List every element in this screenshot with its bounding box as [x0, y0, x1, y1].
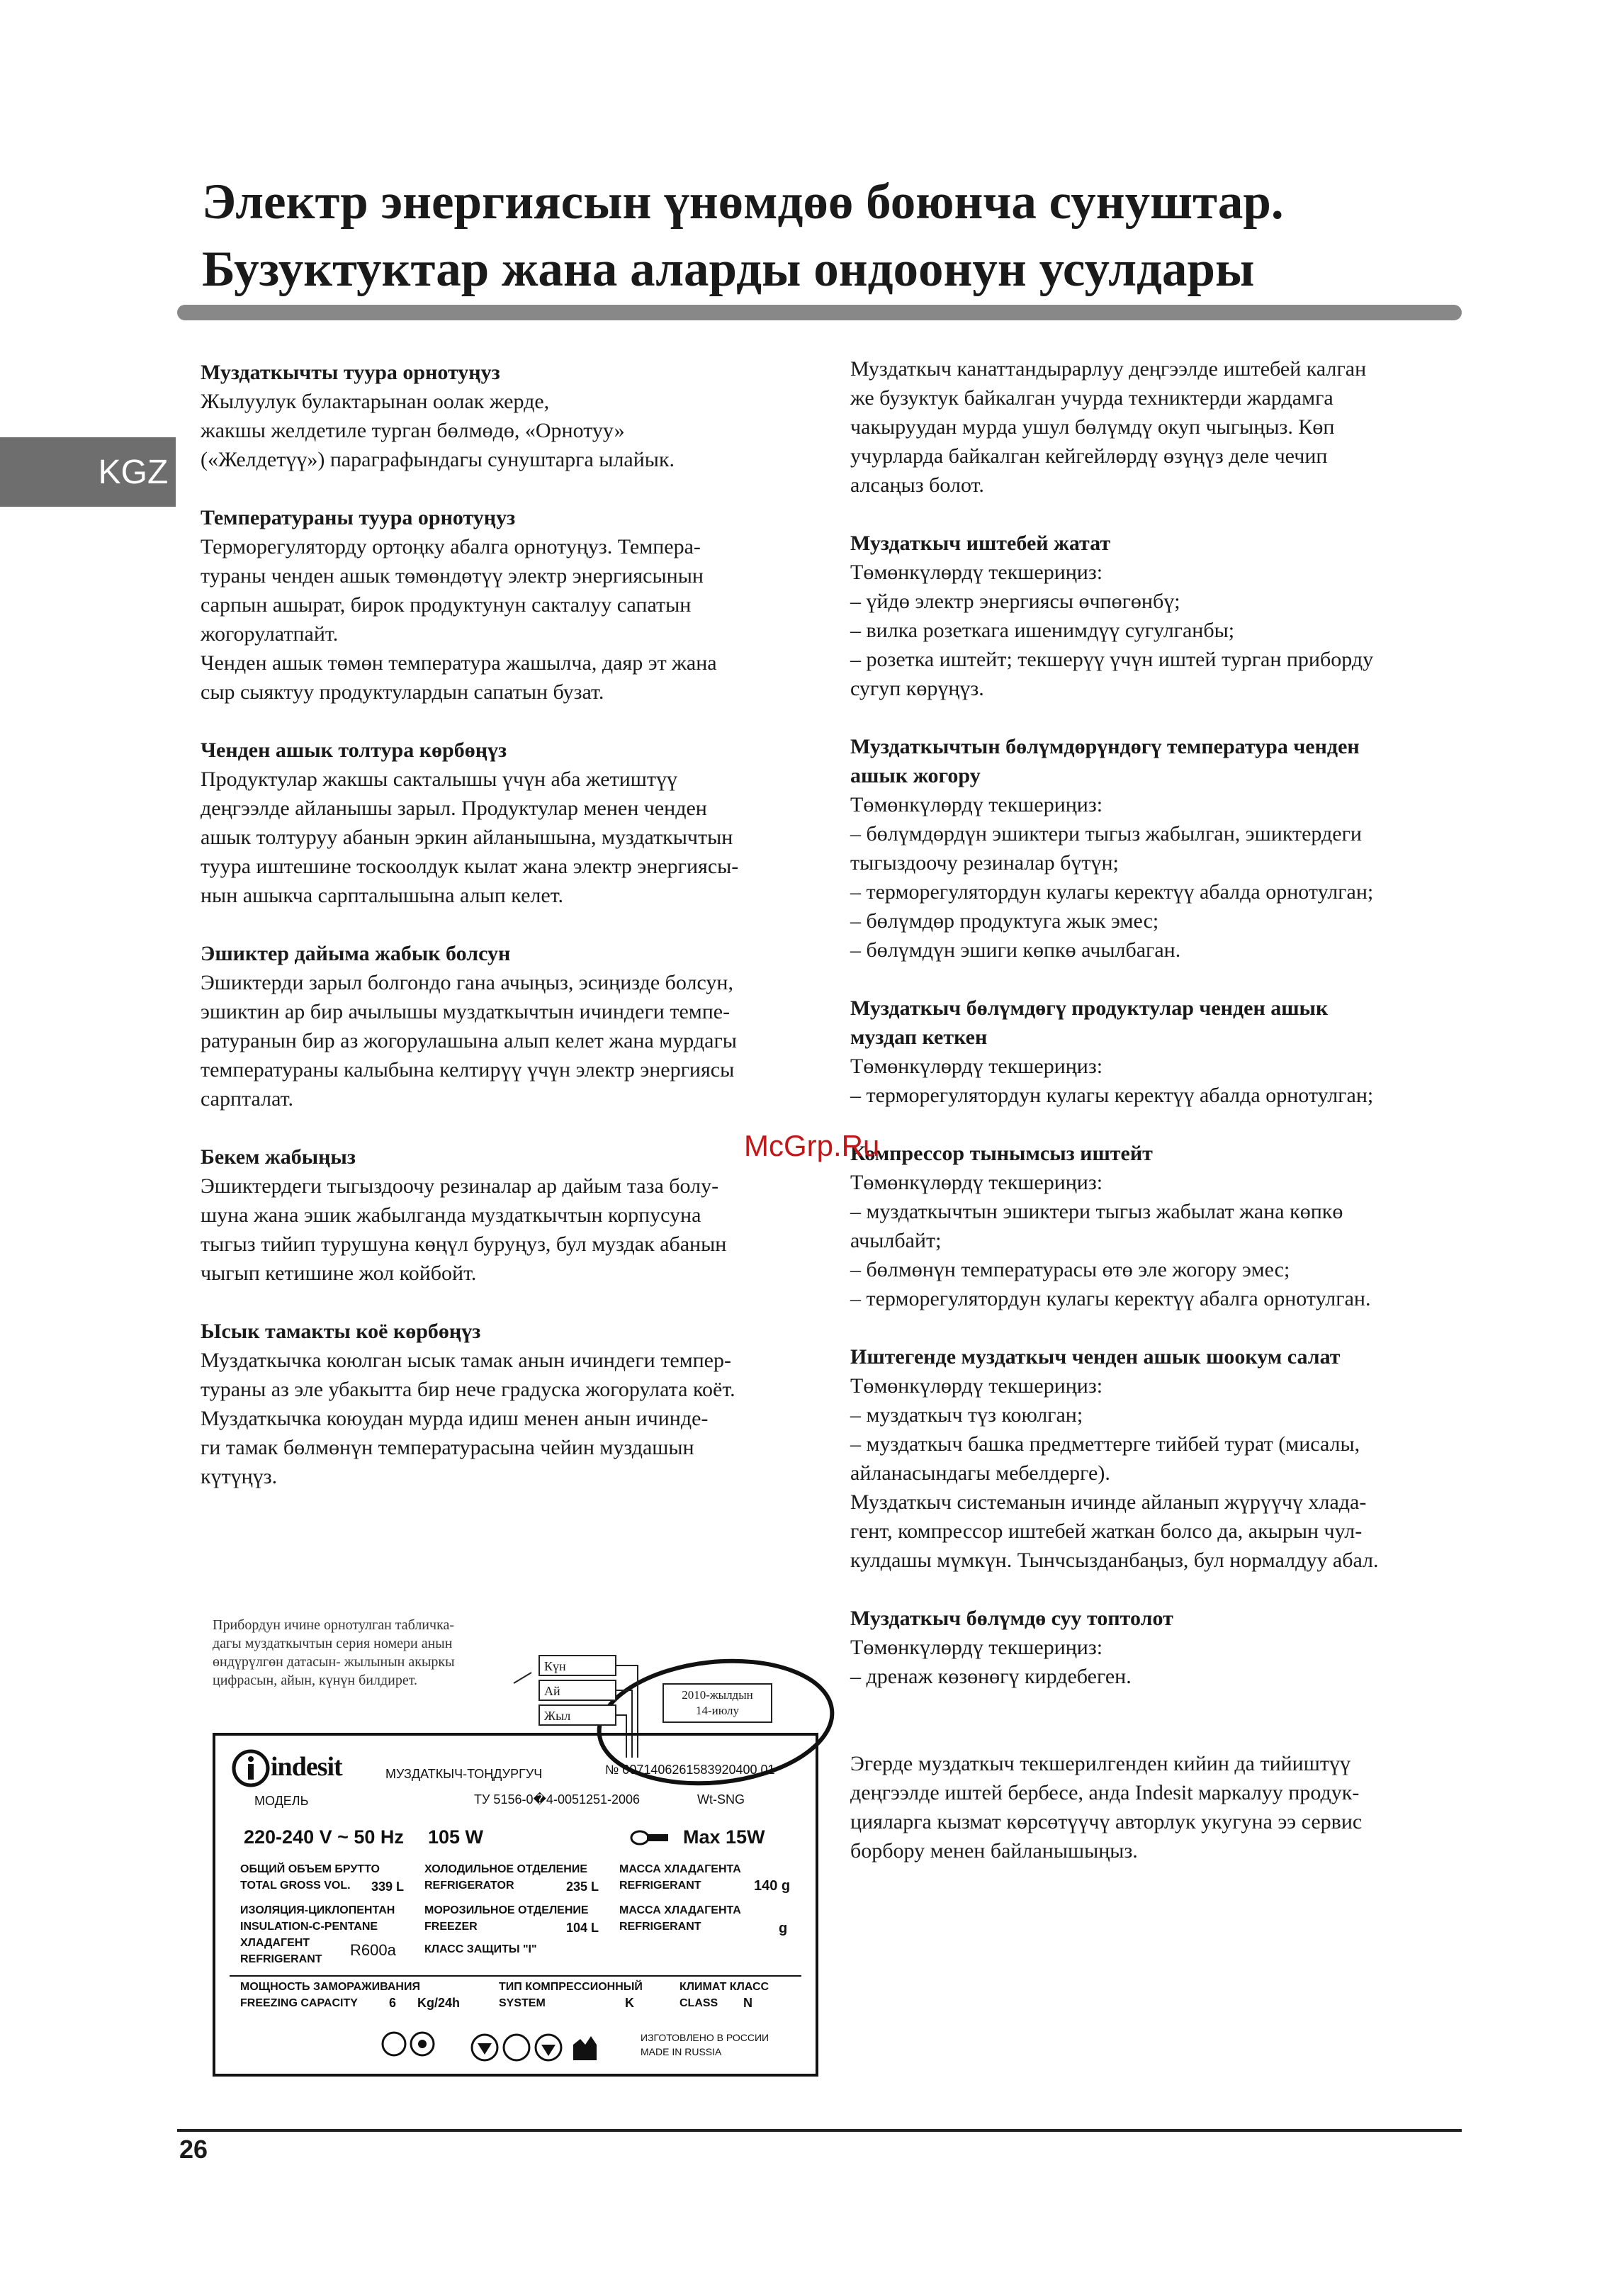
section-placement — [201, 358, 810, 474]
freezer-value: 104 L — [566, 1921, 599, 1935]
outro-text: Эгерде муздаткыч текшерилгенден кийин да тийиштүү деңгээлде иштей бербесе, анда Indesit маркалуу продук- цияларга кызмат көрсөтүүчү авторлук укугуна ээ сервис борбору менен байланышыңыз. — [850, 1752, 1363, 1863]
brand-name: indesit — [271, 1752, 342, 1782]
section-body: Эшиктердеги тыгыздоочу резиналар ар дайым таза болу- шуна жана эшик жабылганда муздаткычтын корпусуна тыгыз тийип турушуна көңүл буруңуз, бул муздак абанын чыгып кетишине жол койбойт. — [201, 1174, 727, 1285]
gost-mark-icon — [504, 2035, 529, 2060]
section-heading: Муздаткыч бөлүмдөгү продуктулар ченден ашык муздап кеткен — [850, 996, 1329, 1049]
month-label: Ай — [538, 1680, 616, 1701]
trouble-too-warm — [850, 732, 1474, 965]
date-example: 2010-жылдын 14-июлу — [662, 1683, 772, 1723]
section-overload — [201, 736, 810, 910]
watermark: McGrp.Ru — [744, 1129, 880, 1162]
section-heading: Бекем жабыңыз — [201, 1145, 356, 1169]
section-temperature — [201, 503, 810, 707]
section-heading: Муздаткычтын бөлүмдөрүндөгү температура ченден ашык жогору — [850, 735, 1360, 787]
year-label: Жыл — [538, 1704, 616, 1726]
trouble-compressor — [850, 1139, 1474, 1313]
trouble-not-working — [850, 529, 1474, 703]
fridge-value: 235 L — [566, 1880, 599, 1894]
section-body: Продуктулар жакшы сакталышы үчүн аба жетиштүү деңгээлде айланышы зарыл. Продуктулар менен ченден ашык толтуруу абанын эркин айланышына, муздаткычтын туура иштешине тоскоолдук кылат жана электр энергиясы- нын ашыкча сарпталышына алып келет. — [201, 768, 739, 907]
insul-label-ru: ИЗОЛЯЦИЯ-ЦИКЛОПЕНТАН — [240, 1904, 395, 1916]
date-code-legend — [538, 1655, 616, 1726]
compressor-value: K — [625, 1996, 634, 2010]
section-body: Төмөнкүлөрдү текшериңиз: – муздаткычтын эшиктери тыгыз жабылат жана көпкө ачылбайт; – бөлмөнүн температурасы өтө эле жогору эмес; – терморегулятордун кулагы керектүү абалга орнотулган. — [850, 1171, 1371, 1310]
climate-label-en: CLASS — [680, 1997, 718, 2009]
fridge-label-ru: ХОЛОДИЛЬНОЕ ОТДЕЛЕНИЕ — [424, 1863, 588, 1875]
figure-caption: Прибордун ичине орнотулган табличка- дагы муздаткычтын серия номери анын өндүрүлгөн датасын- жылынын акыркы цифрасын, айын, күнүн билдирет. — [213, 1617, 455, 1688]
insul-label-en: INSULATION-C-PENTANE — [240, 1921, 378, 1933]
intro-text: Муздаткыч канаттандырарлуу деңгээлде иштебей калган же бузуктук байкалган учурда техниктерди жардамга чакыруудан мурда ушул бөлүмдү окуп чыгыңыз. Көп учурларда байкалган кейгейлөрдү өзүңүз деле чечип алсаңыз болот. — [850, 357, 1367, 497]
section-body: Төмөнкүлөрдү текшериңиз: – дренаж көзөнөгү кирдебеген. — [850, 1636, 1132, 1688]
section-body: Төмөнкүлөрдү текшериңиз: – муздаткыч түз коюлган; – муздаткыч башка предметтерге тийбей турат (мисалы, айланасындагы мебелдерге). Муздаткыч системанын ичинде айланып жүрүүчү хлада- гент, компрессор иштебей жаткан болсо да, акырын чул- кулдашы мүмкүн. Тынчсызданбаңыз, бул нормалдуу абал. — [850, 1374, 1379, 1572]
title-line-1: Электр энергиясын үнөмдөө боюнча сунуштар. — [202, 174, 1284, 230]
serial-number: № 0071406261583920400 01 — [605, 1763, 775, 1777]
climate-label-ru: КЛИМАТ КЛАСС — [680, 1981, 769, 1993]
region-code: Wt-SNG — [697, 1792, 745, 1807]
rst-mark-icon — [383, 2033, 405, 2055]
section-body: Төмөнкүлөрдү текшериңиз: – терморегулятордун кулагы керектүү абалда орнотулган; — [850, 1055, 1374, 1107]
voltage: 220-240 V ~ 50 Hz — [244, 1826, 404, 1848]
refrigerant-label-ru: ХЛАДАГЕНТ — [240, 1937, 310, 1949]
gross-value: 339 L — [371, 1880, 405, 1894]
troubleshooting-intro — [850, 354, 1474, 500]
brand-logo-icon — [231, 1748, 271, 1788]
title-underline — [177, 305, 1462, 320]
section-close-tight — [201, 1142, 810, 1288]
section-hot-food — [201, 1317, 810, 1491]
trouble-too-cold — [850, 994, 1474, 1110]
freezer-label-en: FREEZER — [424, 1921, 478, 1933]
freeze-capacity-label-en: FREEZING CAPACITY — [240, 1997, 358, 2009]
certification-icons — [378, 2026, 648, 2069]
troubleshooting-outro — [850, 1749, 1474, 1865]
trouble-water — [850, 1604, 1474, 1691]
made-in-ru: ИЗГОТОВЛЕНО В РОССИИ — [641, 2032, 769, 2043]
section-body: Муздаткычка коюлган ысык тамак анын ичиндеги темпер- тураны аз эле убакытта бир нече градуска жогорулата коёт. Муздаткычка коюудан мурда идиш менен анын ичинде- ги тамак бөлмөнүн температурасына чейин муздашын күтүңүз. — [201, 1349, 735, 1488]
page-number: 26 — [179, 2135, 208, 2164]
mass2-value: g — [779, 1921, 788, 1936]
section-heading: Иштегенде муздаткыч ченден ашык шоокум салат — [850, 1345, 1341, 1369]
fridge-label-en: REFRIGERATOR — [424, 1880, 514, 1892]
rating-plate — [213, 1733, 818, 2077]
protection-class: КЛАСС ЗАЩИТЫ "I" — [424, 1943, 537, 1955]
lamp-max: Max 15W — [683, 1826, 765, 1848]
section-heading: Температураны туура орнотуңуз — [201, 506, 516, 529]
freeze-capacity-label-ru: МОЩНОСТЬ ЗАМОРАЖИВАНИЯ — [240, 1981, 420, 1993]
refrigerant-value: R600a — [350, 1941, 396, 1959]
section-heading: Ченден ашык толтура көрбөңүз — [201, 738, 507, 762]
section-heading: Ысык тамакты коё көрбөңүз — [201, 1320, 481, 1343]
language-tab: KGZ — [0, 437, 176, 507]
title-line-2: Бузуктуктар жана аларды ондоонун усулдары — [202, 242, 1255, 297]
power: 105 W — [428, 1826, 484, 1848]
section-doors-closed — [201, 939, 810, 1113]
gross-label-en: TOTAL GROSS VOL. — [240, 1880, 351, 1892]
plate-divider — [230, 1975, 801, 1977]
product-type: МУЗДАТКЫЧ-ТОҢДУРГУЧ — [385, 1767, 543, 1781]
disposal-bin-icon — [573, 2036, 597, 2060]
left-column — [201, 358, 810, 1520]
mass2-label-en: REFRIGERANT — [619, 1921, 701, 1933]
compressor-label-ru: ТИП КОМПРЕССИОННЫЙ — [499, 1981, 643, 1993]
trouble-noise — [850, 1342, 1474, 1575]
page-title — [202, 169, 1477, 303]
mass1-value: 140 g — [754, 1878, 791, 1894]
climate-value: N — [743, 1996, 752, 2010]
mass1-label-en: REFRIGERANT — [619, 1880, 701, 1892]
footer-rule — [177, 2129, 1462, 2132]
section-body: Жылуулук булактарынан оолак жерде, жакшы желдетиле турган бөлмөдө, «Орнотуу» («Желдетүү») параграфындагы сунуштарга ылайык. — [201, 390, 675, 471]
gross-label-ru: ОБЩИЙ ОБЪЕМ БРУТТО — [240, 1863, 380, 1875]
freeze-capacity-unit: Kg/24h — [417, 1996, 461, 2010]
section-body: Терморегуляторду ортоңку абалга орнотуңуз. Темпера- тураны ченден ашык төмөндөтүү электр энергиясынын сарпын ашырат, бирок продуктунун сакталуу сапатын жогорулатпайт. Ченден ашык төмөн температура жашылча, даяр эт жана сыр сыяктуу продуктулардын сапатын бузат. — [201, 535, 717, 704]
section-heading: Муздаткыч бөлүмдө суу топтолот — [850, 1607, 1173, 1630]
mass1-label-ru: МАССА ХЛАДАГЕНТА — [619, 1863, 741, 1875]
section-body: Төмөнкүлөрдү текшериңиз: – үйдө электр энергиясы өчпөгөнбү; – вилка розеткага ишенимдүү сугулганбы; – розетка иштейт; текшерүү үчүн иштей турган приборду сугуп көрүңүз. — [850, 561, 1374, 700]
refrigerant-label-en: REFRIGERANT — [240, 1953, 322, 1965]
model-label: МОДЕЛЬ — [254, 1794, 309, 1808]
section-heading: Эшиктер дайыма жабык болсун — [201, 942, 511, 965]
section-body: Эшиктерди зарыл болгондо гана ачыңыз, эсиңизде болсун, эшиктин ар бир ачылышы муздаткычтын ичиндеги темпе- ратуранын бир аз жогорулашына алып келет жана мурдагы температураны калыбына келтирүү үчүн электр энергиясы сарпталат. — [201, 971, 737, 1111]
mass2-label-ru: МАССА ХЛАДАГЕНТА — [619, 1904, 741, 1916]
made-in-en: MADE IN RUSSIA — [641, 2046, 722, 2057]
day-label: Күн — [538, 1655, 616, 1676]
section-body: Төмөнкүлөрдү текшериңиз: – бөлүмдөрдүн эшиктери тыгыз жабылган, эшиктердеги тыгыздоочу резиналар бүтүн; – терморегулятордун кулагы керектүү абалда орнотулган; – бөлүмдөр продуктуга жык эмес; – бөлүмдүн эшиги көпкө ачылбаган. — [850, 793, 1374, 962]
freezer-label-ru: МОРОЗИЛЬНОЕ ОТДЕЛЕНИЕ — [424, 1904, 589, 1916]
section-heading: Муздаткычты туура орнотуңуз — [201, 361, 500, 384]
lamp-icon — [630, 1829, 672, 1846]
section-heading: Компрессор тынымсыз иштейт — [850, 1142, 1153, 1165]
compressor-label-en: SYSTEM — [499, 1997, 546, 2009]
section-heading: Муздаткыч иштебей жатат — [850, 532, 1111, 555]
right-column — [850, 354, 1474, 1894]
tu-number: ТУ 5156-0�4-0051251-2006 — [474, 1792, 641, 1807]
freeze-capacity-value: 6 — [389, 1996, 397, 2010]
